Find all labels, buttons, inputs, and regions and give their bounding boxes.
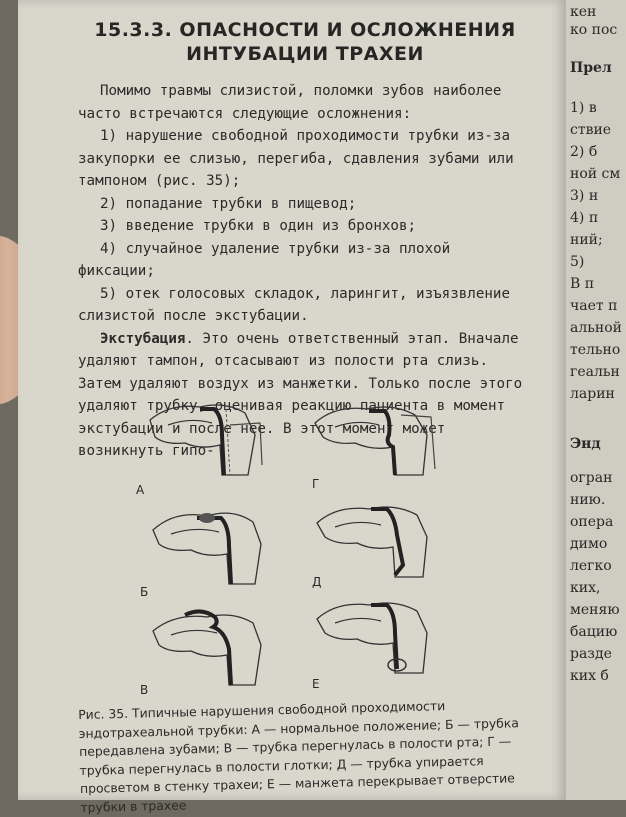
figure-label-b: Б <box>140 585 149 599</box>
facing-text-fragment: ной см <box>570 166 621 182</box>
facing-text-fragment: ких, <box>570 580 601 596</box>
complication-item: 1) нарушение свободной проходимости трубки из-за закупорки ее слизью, перегиба, сдавления зубами или тампоном (рис. 35); <box>78 128 514 189</box>
facing-text-fragment: Прел <box>570 60 612 76</box>
figure-panel-b <box>135 500 285 590</box>
complication-item: 2) попадание трубки в пищевод; <box>100 195 357 212</box>
airway-illustration <box>135 500 285 590</box>
facing-text-fragment: нию. <box>570 492 606 508</box>
facing-text-fragment: альной <box>570 320 622 336</box>
airway-illustration <box>305 395 455 485</box>
facing-text-fragment: 5) <box>570 254 585 270</box>
complication-item: 4) случайное удаление трубки из-за плохой фиксации; <box>78 240 451 279</box>
facing-text-fragment: ких б <box>570 668 609 684</box>
figure-caption: Рис. 35. Типичные нарушения свободной проходимости эндотрахеальной трубки: А — нормальное положение; Б — трубка передавлена зубами; В — трубка перегнулась в полости рта; Г — трубка перегнулась в полости глотки; Д — трубка упирается просветом в стенку трахеи; Е — манжета перекрывает отверстие трубки в трахее <box>78 698 520 815</box>
facing-text-fragment: 4) п <box>570 210 599 226</box>
facing-text-fragment: 1) в <box>570 100 597 116</box>
facing-text-fragment: бацию <box>570 624 618 640</box>
figure-label-a: А <box>136 483 145 497</box>
facing-text-fragment: тельно <box>570 342 621 358</box>
facing-text-fragment: кен <box>570 4 597 20</box>
figure-label-v: В <box>140 683 149 697</box>
facing-text-fragment: 3) н <box>570 188 599 204</box>
extubation-term: Экстубация <box>100 330 186 347</box>
figure-label-e: Е <box>312 677 320 691</box>
facing-text-fragment: ствие <box>570 122 612 138</box>
airway-illustration <box>135 603 285 693</box>
facing-text-fragment: Энд <box>570 436 601 452</box>
facing-text-fragment: ко пос <box>570 22 618 38</box>
figure-35 <box>130 395 510 705</box>
figure-panel-a <box>130 395 280 485</box>
heading-line-1: 15.3.3. ОПАСНОСТИ И ОСЛОЖНЕНИЯ <box>94 19 516 41</box>
facing-text-fragment: В п <box>570 276 595 292</box>
facing-text-fragment: огран <box>570 470 613 486</box>
facing-text-fragment: ний; <box>570 232 603 248</box>
facing-text-fragment: димо <box>570 536 608 552</box>
facing-page-edge <box>566 0 626 800</box>
facing-text-fragment: чает п <box>570 298 618 314</box>
figure-label-d: Д <box>312 575 322 589</box>
facing-text-fragment: геальн <box>570 364 620 380</box>
facing-text-fragment: ларин <box>570 386 615 402</box>
intro-paragraph: Помимо травмы слизистой, поломки зубов наиболее часто встречаются следующие осложнения: <box>78 83 502 122</box>
facing-text-fragment: легко <box>570 558 612 574</box>
airway-illustration <box>305 593 455 683</box>
complication-item: 5) отек голосовых складок, ларингит, изъязвление слизистой после экстубации. <box>78 285 510 324</box>
facing-text-fragment: опера <box>570 514 614 530</box>
section-heading <box>80 18 530 66</box>
figure-panel-v <box>135 603 285 693</box>
figure-label-g: Г <box>312 477 320 491</box>
airway-illustration <box>130 395 280 485</box>
extubation-text: . Это очень ответственный этап. Вначале удаляют тампон, отсасывают из полости рта слизь. Затем удаляют воздух из манжетки. Только после этого удаляют трубку, оценивая реакцию пациента в момент экстубации и после нее. В этот момент может возникнуть гипо- <box>78 330 523 459</box>
complication-item: 3) введение трубки в один из бронхов; <box>100 218 417 234</box>
facing-text-fragment: меняю <box>570 602 620 618</box>
figure-panel-d <box>305 495 455 585</box>
facing-text-fragment: 2) б <box>570 144 598 160</box>
figure-panel-g <box>305 395 455 485</box>
facing-text-fragment: разде <box>570 646 612 662</box>
heading-line-2: ИНТУБАЦИИ ТРАХЕИ <box>186 43 424 65</box>
airway-illustration <box>305 495 455 585</box>
figure-panel-e <box>305 593 455 683</box>
book-page <box>18 0 566 815</box>
